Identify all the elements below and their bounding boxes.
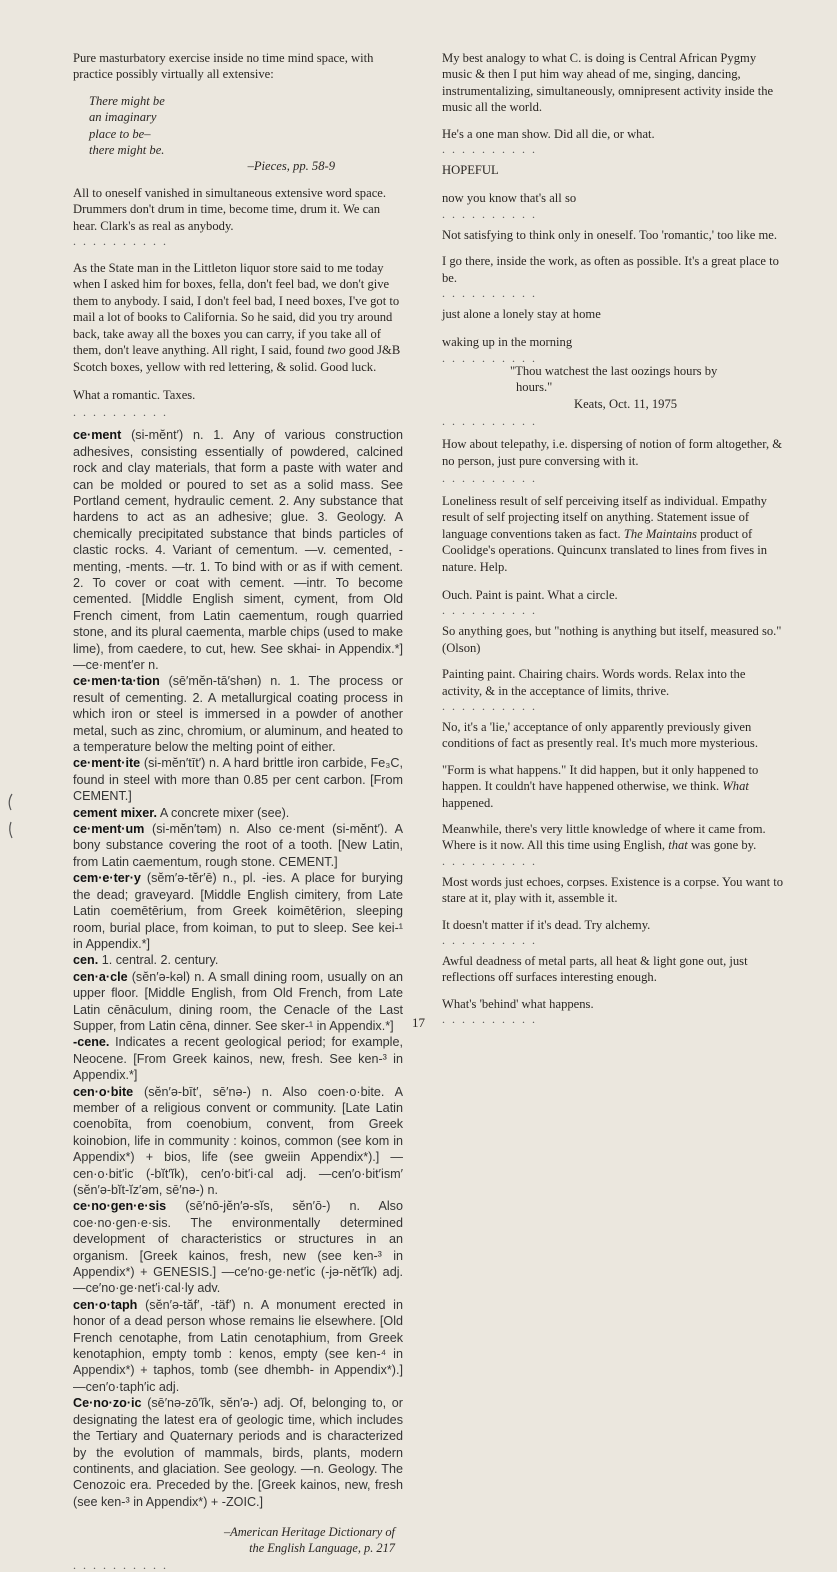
emphasis: The Maintains xyxy=(623,526,697,541)
paragraph: What a romantic. Taxes. xyxy=(73,387,196,402)
paragraph: All to oneself vanished in simultaneous extensive word space. Drummers don't drum in time, become time, drum it. We can hear. Clark's as real as anybody. xyxy=(73,185,387,233)
text: As the State man in the Littleton liquor store said to me today when I asked him for boxes, fella, don't feel bad, we don't give them to anybody. I said, I don't feel bad, I need boxes, I've got to mail a lot of books to California. So he said, did you try around back, take away all the boxes you can carry, if you take all of them, don't leave anything. All right, I said, found xyxy=(73,261,400,358)
dictionary-entry: cen·o·bite (sĕn′ə-bīt′, sē′nə-) n. Also coen·o·bite. A member of a religious convent or community. [Late Latin coenobīta, from coenobium, convent, from Greek koinobion, life in community : koinos, common (see kom in Appendix*) + bios, life (see gweiin Appendix*).] —cen·o·bit′ic (-bĭt′ĭk), cen′o·bit′i·cal adj. —cen′o·bit′ism′ (sĕn′ə-bĭt-ĭz′əm, sē′nə-) n. xyxy=(73,1084,403,1197)
paragraph: waking up in the morning xyxy=(442,335,573,350)
dictionary-entry: Ce·no·zo·ic (sē′nə-zō′ĭk, sĕn′ə-) adj. Of, belonging to, or designating the latest era of geologic time, which includes the Tertiary and Quaternary periods and is characterized by the evolution of mammals, birds, plants, modern continents, and glaciation. See geology. —n. Geology. The Cenozoic era. Preceded by the. [Greek kainos, new, fresh (see ken-³ in Appendix*) + -ZOIC.] xyxy=(73,1396,403,1509)
paragraph: It doesn't matter if it's dead. Try alchemy. xyxy=(442,917,651,932)
dictionary-excerpt xyxy=(73,427,403,1510)
text: Loneliness result of self perceiving itself as individual. Empathy result of self projecting itself on anything. Statement issue of language conventions taken as fact. xyxy=(442,493,767,541)
dictionary-entry: ce·men·ta·tion (sē′mĕn-tā′shən) n. 1. The process or result of cementing. 2. A metallurgical coating process in which iron or steel is immersed in a powder of another metal, such as zinc, chromium, or aluminum, and heated to a temperature below the melting point of either. xyxy=(73,674,403,755)
separator-dots: . . . . . . . . . . xyxy=(442,853,537,868)
separator-dots: . . . . . . . . . . xyxy=(442,933,537,948)
right-column xyxy=(442,50,787,1027)
paragraph xyxy=(442,493,787,575)
separator-dots: . . . . . . . . . . xyxy=(73,234,168,249)
poem-line: There might be xyxy=(89,93,165,108)
paragraph: No, it's a 'lie,' acceptance of only apparently previously given conditions of fact as presently real. It's much more mysterious. xyxy=(442,719,758,751)
separator-dots: . . . . . . . . . . xyxy=(73,405,168,420)
text: Meanwhile, there's very little knowledge of where it came from. Where is it now. All this time using English, xyxy=(442,822,766,853)
paragraph: He's a one man show. Did all die, or what. xyxy=(442,126,655,141)
paragraph: So anything goes, but "nothing is anything but itself, measured so." (Olson) xyxy=(442,624,782,655)
emphasis: that xyxy=(668,838,688,853)
paragraph: Most words just echoes, corpses. Existence is a corpse. You want to stare at it, play with it, assemble it. xyxy=(442,874,784,906)
separator-dots: . . . . . . . . . . xyxy=(73,1558,168,1572)
text: was gone by. xyxy=(687,838,757,853)
paragraph: just alone a lonely stay at home xyxy=(442,307,601,322)
left-column xyxy=(73,50,403,1570)
pencil-mark-icon xyxy=(5,790,15,850)
margin-pencil-marks xyxy=(5,790,15,858)
quote-citation: Keats, Oct. 11, 1975 xyxy=(574,396,678,411)
paragraph: HOPEFUL xyxy=(442,163,499,178)
dictionary-entry: ce·ment·ite (si-mĕn′tīt′) n. A hard brittle iron carbide, Fe₃C, found in steel with more than 0.85 per cent carbon. [From CEMENT.] xyxy=(73,756,403,804)
paragraph: How about telepathy, i.e. dispersing of notion of form altogether, & no person, just pure conversing with it. xyxy=(442,437,783,468)
paragraph: My best analogy to what C. is doing is Central African Pygmy music & then I put him way ahead of me, singing, dancing, instrumentalizing, simultaneously, omnipresent activity inside the music all the world. xyxy=(442,51,774,115)
dictionary-entry: cement mixer. A concrete mixer (see). xyxy=(73,805,290,820)
separator-dots: . . . . . . . . . . xyxy=(442,286,537,301)
poem-quote xyxy=(89,93,403,159)
paragraph: What's 'behind' what happens. xyxy=(442,996,594,1011)
dictionary-citation xyxy=(73,1524,395,1556)
text: happened. xyxy=(442,795,494,810)
separator-dots: . . . . . . . . . . xyxy=(442,698,537,713)
emphasis: two xyxy=(327,343,346,358)
separator-dots: . . . . . . . . . . xyxy=(442,142,537,157)
paragraph: Pure masturbatory exercise inside no time mind space, with practice possibly virtually all extensive: xyxy=(73,51,374,82)
dictionary-entry: cen. 1. central. 2. century. xyxy=(73,953,219,968)
text: good J&B Scotch boxes, yellow with red lettering, & solid. Good luck. xyxy=(73,343,401,374)
keats-quote xyxy=(510,363,787,412)
dictionary-entry: cen·o·taph (sĕn′ə-tăf′, -täf′) n. A monument erected in honor of a dead person whose remains lie elsewhere. [Old French cenotaphe, from Latin cenotaphium, from Greek kenotaphion, empty tomb : kenos, empty (see ken-⁴ in Appendix*) + taphos, tomb (see dhembh- in Appendix*).] —cen′o·taph′ic adj. xyxy=(73,1297,403,1394)
citation-line: the English Language, p. 217 xyxy=(249,1541,395,1556)
poem-line: there might be. xyxy=(89,143,165,158)
paragraph: Awful deadness of metal parts, all heat & light gone out, just reflections off surfaces interesting enough. xyxy=(442,954,748,985)
separator-dots: . . . . . . . . . . xyxy=(442,414,537,429)
paragraph: I go there, inside the work, as often as possible. It's a great place to be. xyxy=(442,254,779,285)
poem-line: an imaginary xyxy=(89,110,157,125)
citation-line: –American Heritage Dictionary of xyxy=(223,1525,395,1540)
dictionary-entry: ce·ment (si-mĕnt′) n. 1. Any of various construction adhesives, consisting essentially of powdered, calcined rock and clay materials, that form a paste with water and can be molded or poured to set as a solid mass. See Portland cement, hydraulic cement. 2. Any substance that hardens to act as an adhesive; glue. 3. Geology. A chemically precipitated substance that binds particles of clastic rocks. 4. Variant of cementum. —v. cemented, -menting, -ments. —tr. 1. To bind with or as if with cement. 2. To cover or coat with cement. —intr. To become cemented. [Middle English siment, cyment, from Old French ciment, from Latin caementum, rough quarried stone, and its plural caementa, marble chips (used to make lime), from caedere, to cut, hew. See skhai- in Appendix.*] —ce·ment′er n. xyxy=(73,428,403,672)
dictionary-entry: ce·no·gen·e·sis (sē′nō-jĕn′ə-sĭs, sĕn′ō-) n. Also coe·no·gen·e·sis. The environmentally determined development of characteristics or structures in an organism. [Greek kainos, fresh, new (see ken-³ in Appendix*) + GENESIS.] —ce′no·ge·net′ic (-jə-nĕt′ĭk) adj. —ce′no·ge·net′i·cal·ly adv. xyxy=(73,1199,403,1296)
paragraph: Painting paint. Chairing chairs. Words words. Relax into the activity, & in the acceptance of limits, thrive. xyxy=(442,667,746,698)
paragraph xyxy=(73,260,403,375)
dictionary-entry: ce·ment·um (si-mĕn′təm) n. Also ce·ment (si-mĕnt′). A bony substance covering the root of a tooth. [New Latin, from Latin caementum, rough stone. CEMENT.] xyxy=(73,822,403,869)
dictionary-entry: cem·e·ter·y (sĕm′ə-tĕr′ē) n., pl. -ies. A place for burying the dead; graveyard. [Middle English cimitery, from Late Latin coemētērium, from Greek koimētērion, sleeping room, burial place, from koiman, to put to sleep. See kei-¹ in Appendix.*] xyxy=(73,871,403,951)
dictionary-entry: -cene. Indicates a recent geological period; for example, Neocene. [From Greek kainos, new, fresh. See ken-³ in Appendix.*] xyxy=(73,1035,403,1083)
quote-line: hours." xyxy=(516,380,553,395)
text: "Form is what happens." It did happen, but it only happened to happen. It couldn't have happened otherwise, we think. xyxy=(442,762,759,794)
poem-citation: –Pieces, pp. 58-9 xyxy=(247,159,335,174)
paragraph xyxy=(442,762,787,811)
separator-dots: . . . . . . . . . . xyxy=(442,470,537,485)
separator-dots: . . . . . . . . . . xyxy=(442,350,537,365)
paragraph xyxy=(442,821,787,854)
emphasis: What xyxy=(722,779,749,794)
page-number: 17 xyxy=(412,1015,425,1030)
paragraph: Ouch. Paint is paint. What a circle. xyxy=(442,587,618,602)
separator-dots: . . . . . . . . . . xyxy=(442,1012,537,1027)
quote-line: "Thou watchest the last oozings hours by xyxy=(510,363,718,378)
paragraph: now you know that's all so xyxy=(442,191,577,206)
separator-dots: . . . . . . . . . . xyxy=(442,206,537,221)
poem-line: place to be– xyxy=(89,126,151,141)
separator-dots: . . . . . . . . . . xyxy=(442,603,537,618)
dictionary-entry: cen·a·cle (sĕn′ə-kəl) n. A small dining room, usually on an upper floor. [Middle English, from Old French, from Late Latin cēnāculum, dining room, the Cenacle of the Last Supper, from Latin cēna, dinner. See sker-¹ in Appendix.*] xyxy=(73,969,403,1033)
paragraph: Not satisfying to think only in oneself. Too 'romantic,' too like me. xyxy=(442,227,778,242)
text: product of Coolidge's operations. Quincunx translated to lines from fives in nature. Help. xyxy=(442,526,768,574)
